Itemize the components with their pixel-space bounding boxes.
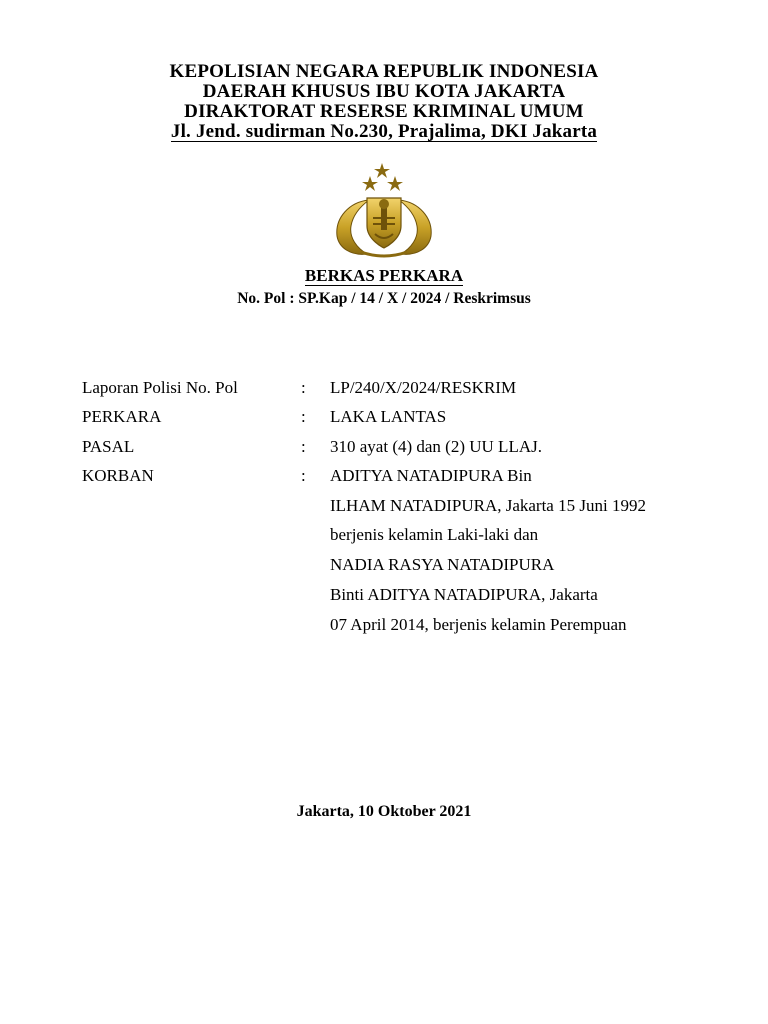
korban-detail-line: 07 April 2014, berjenis kelamin Perempuan [330, 615, 627, 634]
document-date: Jakarta, 10 Oktober 2021 [296, 803, 472, 820]
field-value: ADITYA NATADIPURA Bin [330, 466, 532, 485]
korban-detail-line: NADIA RASYA NATADIPURA [330, 555, 555, 574]
document-title: BERKAS PERKARA [304, 266, 464, 285]
header-address: Jl. Jend. sudirman No.230, Prajalima, DKI Jakarta [170, 121, 598, 142]
korban-detail-line: ILHAM NATADIPURA, Jakarta 15 Juni 1992 [330, 496, 646, 515]
field-value: LAKA LANTAS [330, 407, 447, 426]
field-separator: : [301, 378, 306, 397]
field-label: PASAL [82, 437, 135, 456]
korban-detail-line: Binti ADITYA NATADIPURA, Jakarta [330, 585, 598, 604]
field-separator: : [301, 466, 306, 485]
police-emblem-icon [331, 160, 437, 260]
field-value: 310 ayat (4) dan (2) UU LLAJ. [330, 437, 542, 456]
field-separator: : [301, 407, 306, 426]
star-icon [374, 163, 390, 178]
field-value: LP/240/X/2024/RESKRIM [330, 378, 517, 397]
header-region: DAERAH KHUSUS IBU KOTA JAKARTA [202, 81, 566, 102]
document-number: No. Pol : SP.Kap / 14 / X / 2024 / Reskrimsus [237, 290, 531, 307]
document-header [0, 62, 768, 142]
field-label: Laporan Polisi No. Pol [82, 378, 238, 397]
field-label: PERKARA [82, 407, 162, 426]
field-label: KORBAN [82, 466, 154, 485]
header-institution: KEPOLISIAN NEGARA REPUBLIK INDONESIA [169, 61, 599, 82]
field-separator: : [301, 437, 306, 456]
star-icon [387, 176, 403, 191]
star-icon [362, 176, 378, 191]
korban-detail-line: berjenis kelamin Laki-laki dan [330, 525, 539, 544]
header-directorate: DIRAKTORAT RESERSE KRIMINAL UMUM [184, 101, 584, 122]
